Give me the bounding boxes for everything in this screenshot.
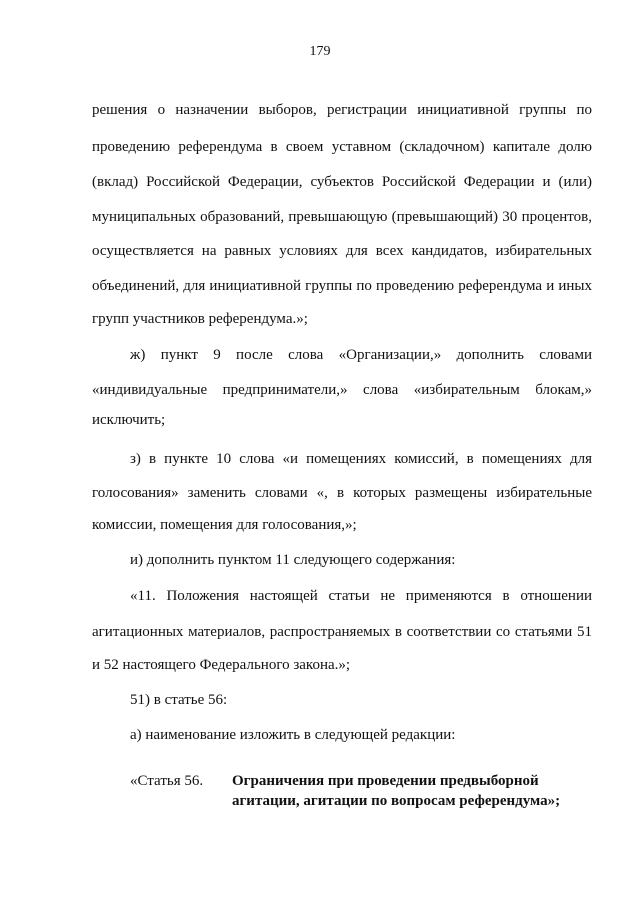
page-number: 179 <box>309 44 331 59</box>
text-line: «11. Положения настоящей статьи не применяются в отношении <box>130 588 592 604</box>
text-line: голосования» заменить словами «, в которых размещены избирательные <box>92 485 592 501</box>
article-number: «Статья 56. <box>130 773 204 789</box>
text-line: а) наименование изложить в следующей редакции: <box>130 727 456 743</box>
article-title-line: агитации, агитации по вопросам референдума»; <box>232 793 561 809</box>
text-line: (вклад) Российской Федерации, субъектов Российской Федерации и (или) <box>92 174 592 190</box>
text-line: объединений, для инициативной группы по проведению референдума и иных <box>92 278 592 294</box>
text-line: проведению референдума в своем уставном (складочном) капитале долю <box>92 139 592 155</box>
text-line: групп участников референдума.»; <box>92 311 308 327</box>
text-line: и) дополнить пунктом 11 следующего содержания: <box>130 552 456 568</box>
text-line: решения о назначении выборов, регистрации инициативной группы по <box>92 102 592 118</box>
text-line: муниципальных образований, превышающую (превышающий) 30 процентов, <box>92 209 592 225</box>
text-line: з) в пункте 10 слова «и помещениях комиссий, в помещениях для <box>130 451 592 467</box>
text-line: 51) в статье 56: <box>130 692 228 708</box>
text-line: ж) пункт 9 после слова «Организации,» дополнить словами <box>130 347 592 363</box>
text-line: агитационных материалов, распространяемых в соответствии со статьями 51 <box>92 624 592 640</box>
text-line: и 52 настоящего Федерального закона.»; <box>92 657 351 673</box>
text-line: комиссии, помещения для голосования,»; <box>92 517 357 533</box>
text-line: «индивидуальные предприниматели,» слова «избирательным блокам,» <box>92 382 592 398</box>
article-title-line: Ограничения при проведении предвыборной <box>232 773 539 789</box>
text-line: осуществляется на равных условиях для всех кандидатов, избирательных <box>92 243 592 259</box>
text-line: исключить; <box>92 412 166 428</box>
